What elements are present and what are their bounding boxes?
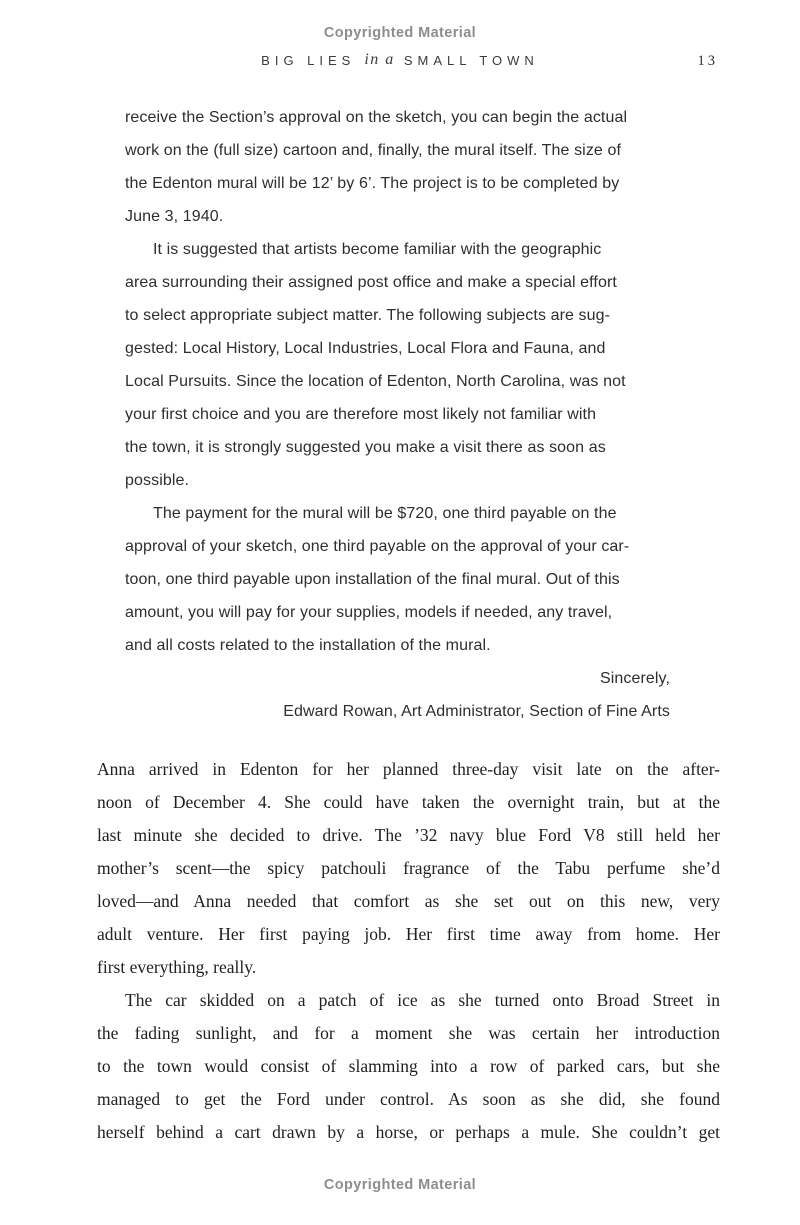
book-title-italic: in a	[364, 51, 395, 68]
copyright-notice-bottom: Copyrighted Material	[323, 1177, 477, 1193]
narrative-paragraphs	[97, 753, 720, 1149]
letter-closing: Sincerely,	[599, 670, 670, 687]
letter-line: approval of your sketch, one third payable on the approval of your car-	[125, 538, 630, 555]
letter-paragraphs	[125, 101, 687, 662]
narrative-line: noon of December 4. She could have taken the overnight train, but at the	[97, 792, 720, 812]
letter-line: your first choice and you are therefore most likely not familiar with	[125, 406, 597, 423]
letter-line: amount, you will pay for your supplies, models if needed, any travel,	[125, 604, 613, 621]
letter-signature: Edward Rowan, Art Administrator, Section of Fine Arts	[283, 703, 670, 720]
narrative-line: loved—and Anna needed that comfort as she set out on this new, very	[97, 891, 720, 911]
letter-line: the Edenton mural will be 12’ by 6’. The project is to be completed by	[125, 175, 620, 192]
narrative-line: first everything, really.	[97, 957, 257, 977]
letter-line: the town, it is strongly suggested you make a visit there as soon as	[125, 439, 606, 456]
letter-line: work on the (full size) cartoon and, finally, the mural itself. The size of	[125, 142, 622, 159]
narrative-line: herself behind a cart drawn by a horse, or perhaps a mule. She couldn’t get	[97, 1122, 720, 1142]
running-header	[0, 52, 800, 76]
copyright-notice-top: Copyrighted Material	[323, 25, 477, 41]
letter-line: and all costs related to the installation of the mural.	[125, 637, 491, 654]
narrative-line: mother’s scent—the spicy patchouli fragrance of the Tabu perfume she’d	[97, 858, 720, 878]
letter-line: to select appropriate subject matter. The following subjects are sug-	[125, 307, 611, 324]
letter-line: area surrounding their assigned post office and make a special effort	[125, 274, 617, 291]
narrative-line: managed to get the Ford under control. As soon as she did, she found	[97, 1089, 720, 1109]
narrative-text	[97, 753, 720, 1149]
narrative-line: Anna arrived in Edenton for her planned three-day visit late on the after-	[97, 759, 720, 779]
letter-line: Local Pursuits. Since the location of Edenton, North Carolina, was not	[125, 373, 626, 390]
narrative-line: last minute she decided to drive. The ’32 navy blue Ford V8 still held her	[97, 825, 720, 845]
letter-line: toon, one third payable upon installation of the final mural. Out of this	[125, 571, 620, 588]
letter-line: possible.	[125, 472, 190, 489]
narrative-line: The car skidded on a patch of ice as she turned onto Broad Street in	[125, 990, 720, 1010]
book-title	[0, 52, 800, 70]
page-number: 13	[697, 53, 718, 69]
letter-line: The payment for the mural will be $720, one third payable on the	[153, 505, 617, 522]
letter-line: gested: Local History, Local Industries, Local Flora and Fauna, and	[125, 340, 606, 357]
narrative-line: the fading sunlight, and for a moment she was certain her introduction	[97, 1023, 720, 1043]
book-title-part2: SMALL TOWN	[403, 53, 539, 68]
letter-line: receive the Section’s approval on the sketch, you can begin the actual	[125, 109, 628, 126]
letter-excerpt	[125, 101, 687, 728]
letter-line: June 3, 1940.	[125, 208, 224, 225]
narrative-line: to the town would consist of slamming into a row of parked cars, but she	[97, 1056, 720, 1076]
narrative-line: adult venture. Her first paying job. Her first time away from home. Her	[97, 924, 720, 944]
book-title-part1: BIG LIES	[261, 53, 356, 68]
letter-line: It is suggested that artists become familiar with the geographic	[153, 241, 602, 258]
